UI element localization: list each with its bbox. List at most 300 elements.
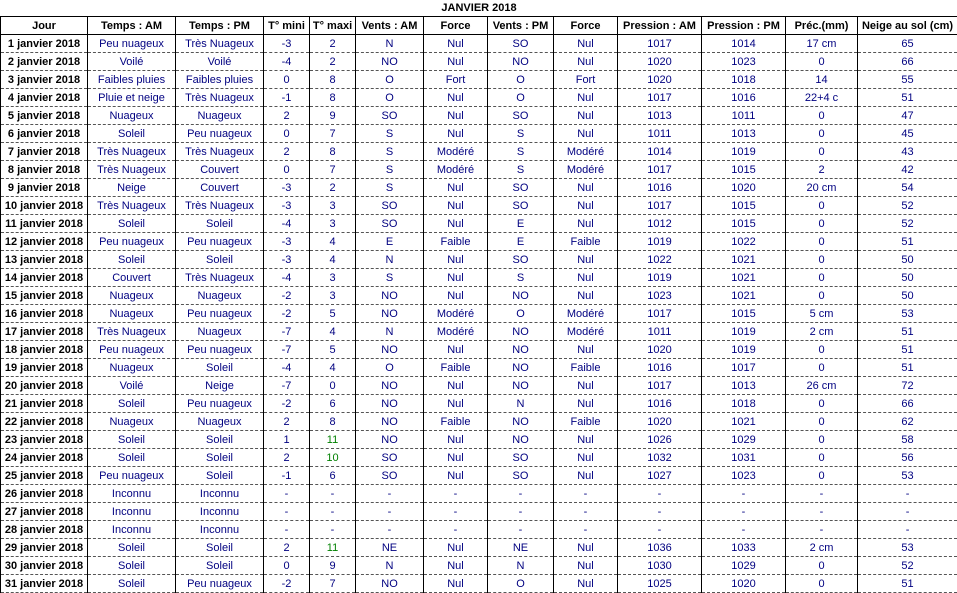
table-cell: -3	[264, 197, 310, 215]
table-cell: 51	[858, 323, 957, 341]
table-cell: 1015	[702, 197, 786, 215]
table-cell: Nul	[424, 575, 488, 593]
table-cell: 1016	[618, 395, 702, 413]
day-cell: 27 janvier 2018	[1, 503, 88, 521]
table-cell: SO	[488, 251, 554, 269]
table-row	[1, 449, 957, 467]
table-cell: Nul	[554, 431, 618, 449]
table-cell: Nul	[424, 125, 488, 143]
table-cell: S	[356, 161, 424, 179]
table-cell: Peu nuageux	[176, 305, 264, 323]
table-cell: 45	[858, 125, 957, 143]
table-cell: 17 cm	[786, 35, 858, 53]
table-cell: 1015	[702, 305, 786, 323]
table-cell: 0	[786, 251, 858, 269]
table-cell: O	[356, 359, 424, 377]
table-cell: -1	[264, 89, 310, 107]
table-cell: N	[356, 557, 424, 575]
table-cell: 1029	[702, 431, 786, 449]
table-cell: -	[310, 521, 356, 539]
table-cell: 52	[858, 197, 957, 215]
table-cell: Faibles pluies	[88, 71, 176, 89]
table-cell: 4	[310, 359, 356, 377]
table-cell: NO	[488, 287, 554, 305]
table-cell: 7	[310, 125, 356, 143]
table-cell: 1022	[702, 233, 786, 251]
table-cell: 0	[786, 431, 858, 449]
table-cell: Nul	[424, 89, 488, 107]
table-cell: SO	[488, 35, 554, 53]
table-cell: 1011	[618, 125, 702, 143]
table-cell: Nul	[424, 179, 488, 197]
table-cell: 1016	[702, 89, 786, 107]
table-cell: Nul	[424, 431, 488, 449]
table-cell: S	[356, 179, 424, 197]
table-cell: Nul	[554, 395, 618, 413]
table-cell: 55	[858, 71, 957, 89]
table-cell: Très Nuageux	[176, 143, 264, 161]
table-cell: 62	[858, 413, 957, 431]
table-cell: Peu nuageux	[176, 575, 264, 593]
table-cell: Peu nuageux	[176, 395, 264, 413]
table-cell: Soleil	[176, 557, 264, 575]
table-cell: -7	[264, 323, 310, 341]
table-cell: SO	[356, 215, 424, 233]
table-cell: 56	[858, 449, 957, 467]
table-cell: -	[702, 485, 786, 503]
table-cell: 0	[786, 413, 858, 431]
table-cell: E	[356, 233, 424, 251]
table-cell: NO	[356, 395, 424, 413]
table-cell: Soleil	[176, 539, 264, 557]
table-cell: SO	[488, 179, 554, 197]
column-header: Vents : PM	[488, 17, 554, 35]
table-cell: 5 cm	[786, 305, 858, 323]
table-cell: 0	[786, 215, 858, 233]
table-cell: 1017	[702, 359, 786, 377]
day-cell: 10 janvier 2018	[1, 197, 88, 215]
table-cell: 8	[310, 71, 356, 89]
table-cell: Peu nuageux	[88, 35, 176, 53]
table-cell: Nul	[424, 53, 488, 71]
table-cell: Nul	[554, 35, 618, 53]
table-cell: 1020	[702, 179, 786, 197]
table-cell: Soleil	[176, 467, 264, 485]
table-cell: Nul	[554, 557, 618, 575]
table-cell: -3	[264, 35, 310, 53]
table-cell: Nul	[424, 341, 488, 359]
table-cell: E	[488, 215, 554, 233]
table-cell: Soleil	[176, 215, 264, 233]
table-cell: -	[554, 521, 618, 539]
table-cell: 65	[858, 35, 957, 53]
table-cell: Soleil	[176, 449, 264, 467]
table-cell: Peu nuageux	[176, 125, 264, 143]
table-cell: 1019	[702, 323, 786, 341]
table-cell: 2	[310, 53, 356, 71]
table-cell: Nul	[554, 467, 618, 485]
table-row	[1, 431, 957, 449]
table-cell: SO	[356, 107, 424, 125]
table-cell: 47	[858, 107, 957, 125]
table-cell: 66	[858, 395, 957, 413]
table-cell: Voilé	[88, 377, 176, 395]
table-cell: Inconnu	[176, 521, 264, 539]
table-row	[1, 215, 957, 233]
table-cell: NO	[488, 53, 554, 71]
table-cell: 1017	[618, 89, 702, 107]
table-cell: Couvert	[88, 269, 176, 287]
table-cell: Nul	[424, 215, 488, 233]
day-cell: 24 janvier 2018	[1, 449, 88, 467]
table-cell: O	[356, 71, 424, 89]
column-header: Temps : PM	[176, 17, 264, 35]
table-cell: Faible	[424, 413, 488, 431]
table-cell: Très Nuageux	[176, 35, 264, 53]
table-cell: O	[488, 305, 554, 323]
table-cell: Faible	[424, 233, 488, 251]
table-cell: Modéré	[554, 143, 618, 161]
table-cell: SO	[488, 467, 554, 485]
table-cell: 0	[786, 557, 858, 575]
table-cell: Nul	[424, 287, 488, 305]
table-cell: 1020	[618, 413, 702, 431]
table-cell: Modéré	[424, 323, 488, 341]
table-cell: -4	[264, 53, 310, 71]
table-cell: Nul	[554, 251, 618, 269]
table-cell: NO	[356, 575, 424, 593]
table-cell: -	[424, 485, 488, 503]
table-cell: 1020	[618, 341, 702, 359]
table-cell: Nuageux	[176, 323, 264, 341]
table-cell: NO	[356, 413, 424, 431]
table-cell: Voilé	[176, 53, 264, 71]
table-cell: N	[356, 251, 424, 269]
table-cell: -2	[264, 287, 310, 305]
table-cell: 54	[858, 179, 957, 197]
table-cell: -	[618, 485, 702, 503]
table-cell: SO	[356, 467, 424, 485]
table-cell: Voilé	[88, 53, 176, 71]
table-cell: 0	[264, 125, 310, 143]
table-cell: -	[356, 485, 424, 503]
table-cell: Inconnu	[176, 485, 264, 503]
table-cell: Peu nuageux	[176, 341, 264, 359]
table-cell: SO	[488, 107, 554, 125]
table-cell: Couvert	[176, 161, 264, 179]
table-cell: Nuageux	[88, 305, 176, 323]
day-cell: 20 janvier 2018	[1, 377, 88, 395]
table-cell: 2	[264, 449, 310, 467]
table-cell: Soleil	[88, 125, 176, 143]
table-cell: Nul	[554, 179, 618, 197]
column-header: Temps : AM	[88, 17, 176, 35]
table-cell: 1019	[702, 341, 786, 359]
table-cell: 58	[858, 431, 957, 449]
table-cell: 50	[858, 287, 957, 305]
table-cell: Soleil	[88, 539, 176, 557]
table-cell: 7	[310, 575, 356, 593]
table-cell: Soleil	[88, 575, 176, 593]
table-cell: Nul	[424, 449, 488, 467]
table-cell: 9	[310, 107, 356, 125]
table-row	[1, 143, 957, 161]
column-header: T° maxi	[310, 17, 356, 35]
table-row	[1, 395, 957, 413]
table-cell: Nul	[554, 449, 618, 467]
table-cell: NE	[356, 539, 424, 557]
table-cell: 3	[310, 215, 356, 233]
table-cell: S	[488, 143, 554, 161]
table-cell: Nul	[554, 125, 618, 143]
table-cell: 1011	[702, 107, 786, 125]
table-cell: 3	[310, 197, 356, 215]
table-cell: 8	[310, 413, 356, 431]
table-cell: 1021	[702, 287, 786, 305]
column-header: Pression : AM	[618, 17, 702, 35]
table-cell: Nul	[554, 197, 618, 215]
table-cell: Soleil	[176, 359, 264, 377]
table-cell: 2	[310, 35, 356, 53]
table-row	[1, 269, 957, 287]
day-cell: 14 janvier 2018	[1, 269, 88, 287]
table-cell: Soleil	[88, 557, 176, 575]
table-cell: Très Nuageux	[176, 197, 264, 215]
table-cell: Peu nuageux	[88, 233, 176, 251]
day-cell: 2 janvier 2018	[1, 53, 88, 71]
table-cell: Fort	[424, 71, 488, 89]
table-cell: 9	[310, 557, 356, 575]
table-cell: 0	[786, 197, 858, 215]
table-row	[1, 359, 957, 377]
table-cell: 2	[786, 161, 858, 179]
day-cell: 6 janvier 2018	[1, 125, 88, 143]
table-cell: Nuageux	[88, 359, 176, 377]
table-cell: 51	[858, 233, 957, 251]
table-cell: -2	[264, 305, 310, 323]
table-row	[1, 305, 957, 323]
table-cell: Nuageux	[88, 287, 176, 305]
table-body	[1, 35, 957, 593]
table-cell: Soleil	[88, 431, 176, 449]
table-cell: Faible	[554, 413, 618, 431]
table-cell: O	[488, 71, 554, 89]
table-cell: Nuageux	[176, 413, 264, 431]
column-header: Force	[554, 17, 618, 35]
day-cell: 5 janvier 2018	[1, 107, 88, 125]
table-cell: 14	[786, 71, 858, 89]
table-cell: Nuageux	[88, 107, 176, 125]
table-row	[1, 197, 957, 215]
table-row	[1, 287, 957, 305]
table-cell: Peu nuageux	[176, 233, 264, 251]
table-cell: 20 cm	[786, 179, 858, 197]
table-cell: 72	[858, 377, 957, 395]
table-cell: O	[488, 575, 554, 593]
table-cell: O	[488, 89, 554, 107]
table-cell: 0	[786, 143, 858, 161]
table-cell: -	[424, 521, 488, 539]
table-cell: 1021	[702, 269, 786, 287]
day-cell: 21 janvier 2018	[1, 395, 88, 413]
table-cell: 42	[858, 161, 957, 179]
table-cell: 1016	[618, 359, 702, 377]
table-cell: Nul	[424, 251, 488, 269]
table-cell: NO	[488, 377, 554, 395]
table-cell: 1026	[618, 431, 702, 449]
table-cell: -	[858, 485, 957, 503]
table-row	[1, 557, 957, 575]
table-cell: -	[356, 503, 424, 521]
table-cell: 1031	[702, 449, 786, 467]
table-cell: Nul	[554, 215, 618, 233]
table-cell: -	[554, 485, 618, 503]
table-cell: 4	[310, 233, 356, 251]
day-cell: 7 janvier 2018	[1, 143, 88, 161]
day-cell: 9 janvier 2018	[1, 179, 88, 197]
table-cell: Soleil	[88, 395, 176, 413]
table-cell: 50	[858, 251, 957, 269]
table-cell: -	[702, 521, 786, 539]
table-cell: 0	[264, 557, 310, 575]
table-cell: Nul	[424, 377, 488, 395]
table-cell: N	[356, 35, 424, 53]
table-cell: -	[264, 485, 310, 503]
table-cell: 0	[786, 359, 858, 377]
day-cell: 28 janvier 2018	[1, 521, 88, 539]
table-cell: Très Nuageux	[176, 89, 264, 107]
table-cell: -	[554, 503, 618, 521]
table-cell: Soleil	[88, 215, 176, 233]
table-cell: Peu nuageux	[88, 341, 176, 359]
table-cell: 0	[786, 287, 858, 305]
table-cell: Nul	[554, 377, 618, 395]
table-cell: 52	[858, 557, 957, 575]
table-cell: -	[786, 485, 858, 503]
column-header: Neige au sol (cm)	[858, 17, 957, 35]
table-cell: Peu nuageux	[88, 467, 176, 485]
table-row	[1, 485, 957, 503]
table-cell: 1023	[702, 467, 786, 485]
table-cell: Modéré	[554, 323, 618, 341]
table-row	[1, 107, 957, 125]
table-cell: 51	[858, 341, 957, 359]
table-cell: 1020	[618, 53, 702, 71]
table-title: JANVIER 2018	[1, 0, 957, 17]
table-cell: 0	[786, 53, 858, 71]
table-cell: S	[356, 143, 424, 161]
day-cell: 30 janvier 2018	[1, 557, 88, 575]
table-row	[1, 71, 957, 89]
table-cell: 51	[858, 89, 957, 107]
table-row	[1, 521, 957, 539]
table-row	[1, 341, 957, 359]
table-cell: NO	[356, 53, 424, 71]
table-cell: 51	[858, 359, 957, 377]
table-cell: Inconnu	[176, 503, 264, 521]
table-cell: 1023	[618, 287, 702, 305]
table-cell: -1	[264, 467, 310, 485]
table-cell: 8	[310, 143, 356, 161]
table-cell: S	[356, 125, 424, 143]
table-cell: -	[618, 521, 702, 539]
table-cell: Modéré	[424, 161, 488, 179]
table-cell: 0	[786, 467, 858, 485]
table-cell: Nuageux	[176, 287, 264, 305]
table-cell: 1023	[702, 53, 786, 71]
table-cell: -3	[264, 251, 310, 269]
column-header: Jour	[1, 17, 88, 35]
table-cell: 10	[310, 449, 356, 467]
table-cell: -	[618, 503, 702, 521]
table-cell: NO	[356, 377, 424, 395]
table-cell: -	[702, 503, 786, 521]
table-cell: 8	[310, 89, 356, 107]
table-cell: Nul	[554, 287, 618, 305]
table-cell: -2	[264, 575, 310, 593]
table-cell: 0	[310, 377, 356, 395]
table-row	[1, 161, 957, 179]
table-cell: N	[356, 323, 424, 341]
table-cell: NO	[356, 341, 424, 359]
table-cell: -3	[264, 233, 310, 251]
table-cell: -	[264, 503, 310, 521]
table-cell: Modéré	[424, 305, 488, 323]
table-cell: 11	[310, 539, 356, 557]
table-cell: NO	[488, 413, 554, 431]
table-cell: Nul	[554, 53, 618, 71]
table-cell: 7	[310, 161, 356, 179]
table-cell: Nul	[554, 107, 618, 125]
table-row	[1, 89, 957, 107]
table-cell: S	[488, 269, 554, 287]
table-cell: Inconnu	[88, 485, 176, 503]
column-header: Vents : AM	[356, 17, 424, 35]
day-cell: 8 janvier 2018	[1, 161, 88, 179]
column-header: Préc.(mm)	[786, 17, 858, 35]
table-cell: 51	[858, 575, 957, 593]
table-cell: N	[488, 557, 554, 575]
table-cell: -	[488, 503, 554, 521]
table-cell: -2	[264, 395, 310, 413]
table-cell: Très Nuageux	[88, 197, 176, 215]
table-cell: -	[858, 521, 957, 539]
column-header: T° mini	[264, 17, 310, 35]
table-cell: -4	[264, 269, 310, 287]
table-cell: 1017	[618, 161, 702, 179]
table-cell: Couvert	[176, 179, 264, 197]
table-cell: 1017	[618, 377, 702, 395]
table-cell: Nul	[554, 575, 618, 593]
table-cell: -	[786, 503, 858, 521]
table-cell: 1013	[702, 377, 786, 395]
table-cell: Soleil	[88, 449, 176, 467]
table-cell: Nul	[554, 539, 618, 557]
table-cell: 0	[786, 575, 858, 593]
table-cell: S	[356, 269, 424, 287]
table-cell: -	[488, 521, 554, 539]
table-cell: 6	[310, 395, 356, 413]
day-cell: 16 janvier 2018	[1, 305, 88, 323]
table-cell: 1032	[618, 449, 702, 467]
day-cell: 11 janvier 2018	[1, 215, 88, 233]
table-cell: 1019	[618, 269, 702, 287]
table-cell: NO	[488, 323, 554, 341]
table-cell: NO	[488, 341, 554, 359]
table-cell: 6	[310, 467, 356, 485]
table-cell: Nul	[424, 539, 488, 557]
table-cell: Soleil	[176, 431, 264, 449]
